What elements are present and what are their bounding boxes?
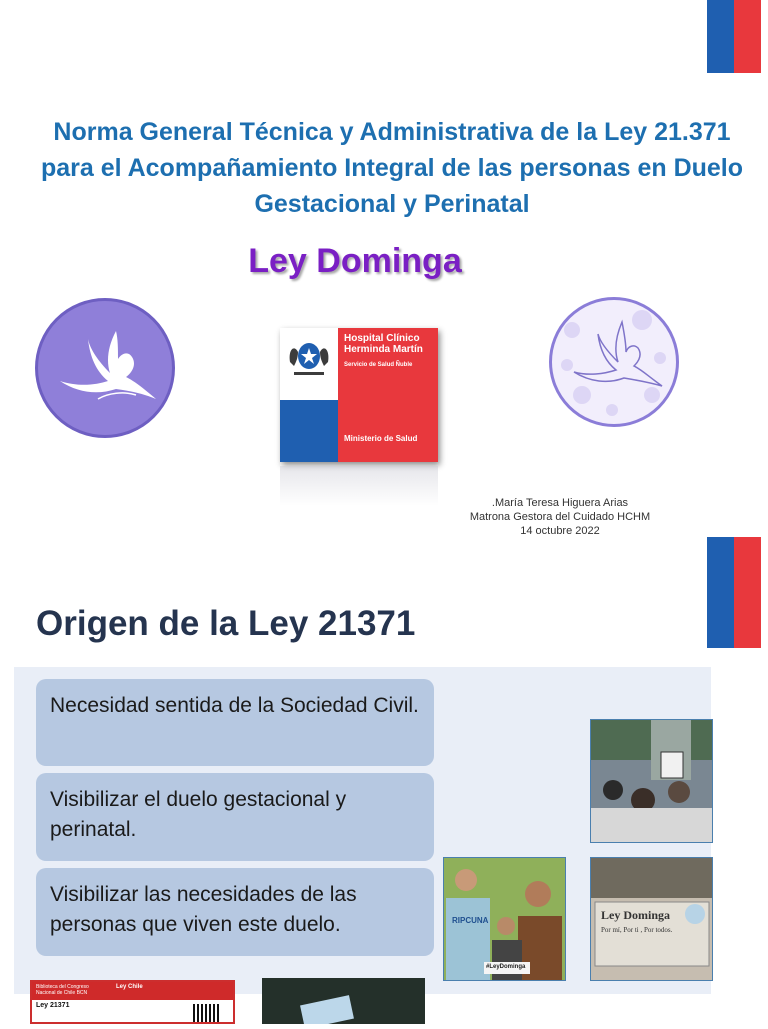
hummingbird-icon: [38, 301, 172, 435]
chile-flag-stripe-second: [707, 537, 761, 648]
qr-code-icon: [193, 1004, 219, 1024]
dark-photo: [262, 978, 425, 1024]
banner-title: Ley Dominga: [601, 908, 670, 922]
health-service-name: Servicio de Salud Ñuble: [344, 362, 413, 368]
section-title: Origen de la Ley 21371: [36, 604, 416, 643]
hummingbird-logo-left: [35, 298, 175, 438]
chile-crest-icon: [280, 328, 338, 400]
document-source: Biblioteca del Congreso Nacional de Chile BCN: [36, 984, 89, 996]
hummingbird-logo-right: [549, 297, 679, 427]
point-box: Visibilizar las necesidades de las personas que viven este duelo.: [36, 868, 434, 956]
chile-flag-stripe-top: [707, 0, 761, 73]
hospital-name: Hospital Clínico Herminda Martín: [344, 333, 423, 355]
hashtag-sign: #LeyDominga: [486, 964, 526, 970]
author-name: .María Teresa Higuera Arias: [491, 497, 629, 509]
slide-subtitle: Ley Dominga: [248, 242, 462, 280]
document-brand: Ley Chile: [116, 984, 143, 990]
hummingbird-icon: [552, 300, 676, 424]
author-block: [440, 496, 680, 538]
banner-photo: [590, 857, 713, 981]
hospital-logo: [280, 328, 438, 462]
content-panel: [14, 667, 711, 994]
presentation-date: 14 octubre 2022: [520, 525, 600, 537]
point-box: Visibilizar el duelo gestacional y perinatal.: [36, 773, 434, 861]
logo-reflection: [280, 466, 438, 506]
shirt-text: RIPCUNA: [452, 916, 489, 925]
slide-title: Norma General Técnica y Administrativa de la Ley 21.371 para el Acompañamiento Integral de las personas en Duelo Gestacional y Perinatal: [40, 118, 744, 218]
family-photo: [443, 857, 566, 981]
law-document-thumbnail: [30, 980, 235, 1024]
banner-slogan: Por mí, Por ti , Por todos.: [601, 926, 673, 934]
protest-photo: [590, 719, 713, 843]
author-role: Matrona Gestora del Cuidado HCHM: [469, 511, 651, 523]
ministry-name: Ministerio de Salud: [344, 434, 418, 443]
point-box: Necesidad sentida de la Sociedad Civil.: [36, 679, 434, 766]
document-law-title: Ley 21371: [36, 1002, 70, 1009]
